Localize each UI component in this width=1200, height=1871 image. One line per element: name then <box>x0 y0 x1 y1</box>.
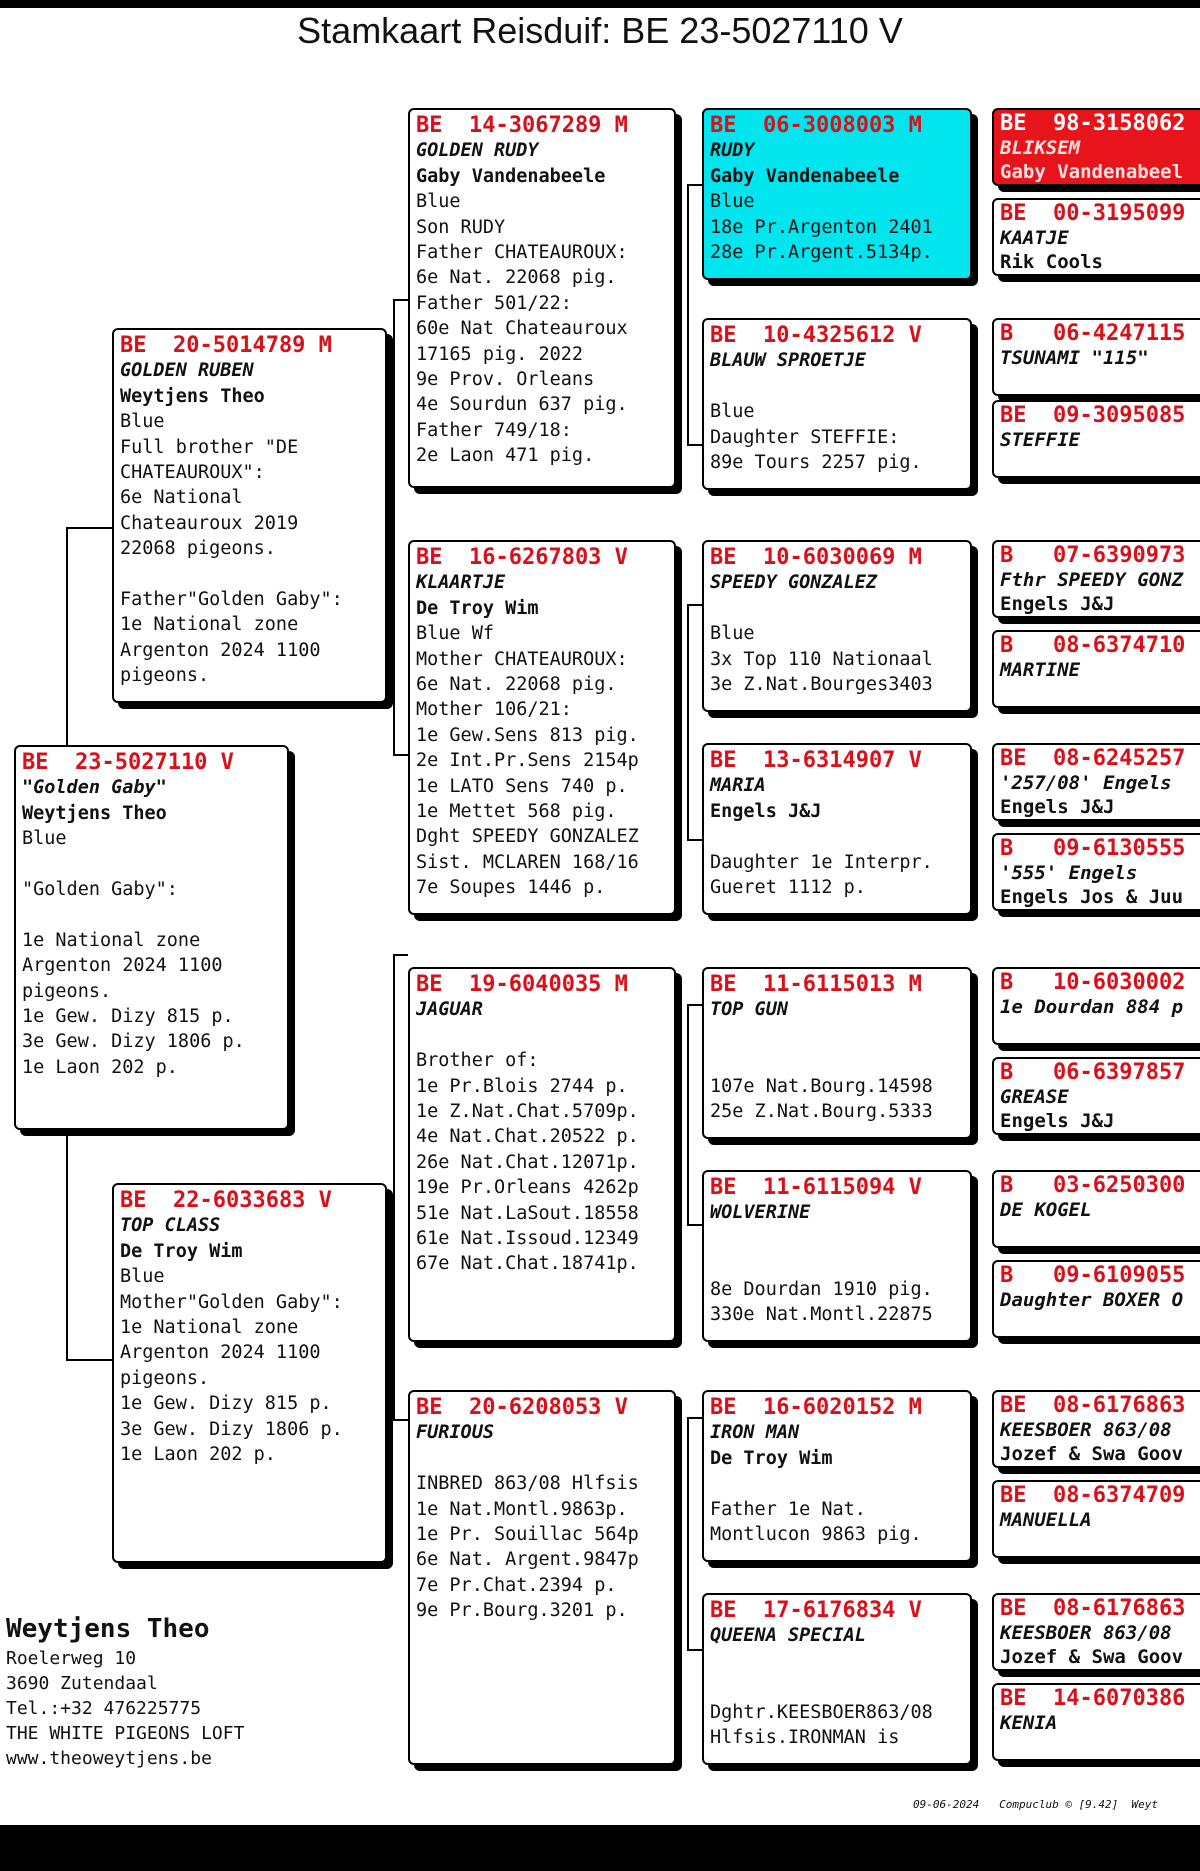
detail-line: Sist. MCLAREN 168/16 <box>416 851 639 873</box>
owner-name: Engels J&J <box>1000 1110 1115 1132</box>
ring-number: BE 10-4325612 V <box>710 323 922 348</box>
pigeon-card-ggg-3[interactable] <box>992 318 1200 396</box>
pigeon-name: FURIOUS <box>416 1422 494 1444</box>
pigeon-name: MARIA <box>710 775 766 797</box>
pigeon-card-ggg-16[interactable] <box>992 1683 1200 1761</box>
ring-number: BE 08-6245257 <box>1000 746 1186 771</box>
pigeon-details <box>710 374 964 476</box>
detail-line: 1e Nat.Montl.9863p. <box>416 1498 628 1520</box>
detail-line: Mother 106/21: <box>416 699 572 721</box>
pigeon-card-ggg-5[interactable] <box>992 540 1200 618</box>
detail-line: Chateauroux 2019 <box>120 512 299 534</box>
pigeon-details <box>710 824 964 900</box>
detail-line <box>416 1446 668 1471</box>
ring-number: BE 06-3008003 M <box>710 113 922 138</box>
detail-line: Argenton 2024 1100 <box>120 639 321 661</box>
ring-number: BE 20-5014789 M <box>120 333 332 358</box>
detail-line: 7e Soupes 1446 p. <box>416 877 606 899</box>
owner-name: Engels J&J <box>710 800 822 822</box>
ring-number: B 08-6374710 <box>1000 633 1186 658</box>
pigeon-card-fm[interactable] <box>408 540 676 915</box>
owner-name: Engels J&J <box>1000 593 1115 615</box>
detail-line: 1e Gew. Dizy 815 p. <box>120 1393 332 1415</box>
detail-line: 25e Z.Nat.Bourg.5333 <box>710 1101 933 1122</box>
pigeon-card-ggg-7[interactable] <box>992 743 1200 821</box>
pigeon-name: "Golden Gaby" <box>22 777 167 799</box>
pigeon-details <box>120 1264 379 1467</box>
pigeon-card-ggp-8[interactable] <box>702 1593 972 1765</box>
detail-line: 3x Top 110 Nationaal <box>710 648 933 670</box>
detail-line: 1e National zone <box>22 929 201 951</box>
ring-number: BE 16-6267803 V <box>416 545 628 570</box>
detail-line: 9e Pr.Bourg.3201 p. <box>416 1600 628 1622</box>
detail-line <box>710 1048 964 1073</box>
pigeon-name: '257/08' Engels <box>1000 772 1172 794</box>
detail-line: Argenton 2024 1100 <box>120 1342 321 1364</box>
ring-number: B 09-6109055 <box>1000 1263 1186 1288</box>
detail-line <box>710 596 964 621</box>
pigeon-card-mm[interactable] <box>408 1390 676 1765</box>
owner-name: Gaby Vandenabeel <box>1000 161 1184 183</box>
owner-name: Weytjens Theo <box>120 385 265 407</box>
detail-line: 89e Tours 2257 pig. <box>710 452 922 474</box>
pigeon-name: TSUNAMI "115" <box>1000 347 1149 369</box>
pigeon-card-ggp-1[interactable] <box>702 108 972 280</box>
pigeon-name: GREASE <box>1000 1086 1069 1108</box>
detail-line: Hlfsis.IRONMAN is <box>710 1727 900 1748</box>
detail-line: Brother of: <box>416 1050 539 1072</box>
ring-number: B 06-6397857 <box>1000 1060 1186 1085</box>
detail-line: INBRED 863/08 Hlfsis <box>416 1473 639 1495</box>
ring-number: BE 13-6314907 V <box>710 748 922 773</box>
owner-name: Gaby Vandenabeele <box>416 165 606 187</box>
pigeon-details <box>710 1226 964 1328</box>
pigeon-card-ggg-12[interactable] <box>992 1260 1200 1338</box>
pigeon-details <box>22 826 281 1080</box>
ring-number: B 07-6390973 <box>1000 543 1186 568</box>
pigeon-details <box>416 621 668 900</box>
detail-line: Mother CHATEAUROUX: <box>416 648 628 670</box>
detail-line: 1e National zone <box>120 614 299 636</box>
owner-name: Jozef & Swa Goov <box>1000 1443 1184 1465</box>
detail-line: 19e Pr.Orleans 4262p <box>416 1177 639 1199</box>
detail-line: 6e National <box>120 487 243 509</box>
pigeon-card-ggg-14[interactable] <box>992 1480 1200 1558</box>
detail-line <box>416 1023 668 1048</box>
pigeon-name: IRON MAN <box>710 1422 800 1444</box>
ring-number: BE 08-6176863 <box>1000 1596 1186 1621</box>
breeder-info <box>6 1612 244 1771</box>
pigeon-card-mother[interactable] <box>112 1183 387 1563</box>
detail-line <box>22 852 281 877</box>
detail-line: 6e Nat. 22068 pig. <box>416 674 617 696</box>
detail-line: Blue <box>710 623 755 645</box>
breeder-name: Weytjens Theo <box>6 1614 210 1644</box>
detail-line: Father 749/18: <box>416 419 572 441</box>
pigeon-name: JAGUAR <box>416 999 483 1021</box>
ring-number: B 09-6130555 <box>1000 836 1186 861</box>
detail-line <box>710 824 964 849</box>
ring-number: BE 11-6115094 V <box>710 1175 922 1200</box>
detail-line: 9e Prov. Orleans <box>416 369 595 391</box>
pigeon-name: Fthr SPEEDY GONZ <box>1000 569 1184 591</box>
owner-name: Engels Jos & Juu <box>1000 886 1184 908</box>
ring-number: BE 09-3095085 <box>1000 403 1186 428</box>
detail-line: CHATEAUROUX": <box>120 462 265 484</box>
detail-line: 67e Nat.Chat.18741p. <box>416 1253 639 1275</box>
detail-line: Son RUDY <box>416 216 506 238</box>
detail-line <box>22 902 281 927</box>
detail-line: Dght SPEEDY GONZALEZ <box>416 826 639 848</box>
detail-line: Dghtr.KEESBOER863/08 <box>710 1701 933 1723</box>
detail-line: Blue <box>120 411 165 433</box>
detail-line: 51e Nat.LaSout.18558 <box>416 1202 639 1224</box>
pigeon-name: KEESBOER 863/08 <box>1000 1419 1172 1441</box>
detail-line: Father 1e Nat. <box>710 1498 866 1520</box>
detail-line: 60e Nat Chateauroux <box>416 318 628 340</box>
detail-line: 17165 pig. 2022 <box>416 343 584 365</box>
detail-line: 6e Nat. Argent.9847p <box>416 1549 639 1571</box>
pigeon-card-subject[interactable] <box>14 745 289 1130</box>
pigeon-details <box>710 1023 964 1125</box>
ring-number: BE 17-6176834 V <box>710 1598 922 1623</box>
pigeon-card-ggg-4[interactable] <box>992 400 1200 478</box>
detail-line: 3e Z.Nat.Bourges3403 <box>710 674 933 696</box>
pigeon-name: '555' Engels <box>1000 862 1138 884</box>
detail-line: 1e National zone <box>120 1317 299 1339</box>
detail-line: 7e Pr.Chat.2394 p. <box>416 1574 617 1596</box>
pigeon-details <box>710 596 964 698</box>
pigeon-details <box>710 1471 964 1547</box>
footer-credit: 09-06-2024 Compuclub © [9.42] Weyt <box>913 1798 1159 1811</box>
ring-number: BE 08-6176863 <box>1000 1393 1186 1418</box>
detail-line: Full brother "DE <box>120 436 299 458</box>
breeder-address: Roelerweg 10 <box>6 1648 137 1669</box>
ring-number: BE 98-3158062 <box>1000 111 1186 136</box>
pigeon-card-ggg-2[interactable] <box>992 198 1200 276</box>
detail-line: 1e Mettet 568 pig. <box>416 801 617 823</box>
pigeon-card-ggg-13[interactable] <box>992 1390 1200 1468</box>
pigeon-name: TOP GUN <box>710 999 788 1021</box>
ring-number: BE 10-6030069 M <box>710 545 922 570</box>
pigeon-details <box>416 1446 668 1624</box>
detail-line: Blue Wf <box>416 623 494 645</box>
pigeon-card-ggp-2[interactable] <box>702 318 972 490</box>
pigeon-name: DE KOGEL <box>1000 1199 1092 1221</box>
detail-line: 2e Laon 471 pig. <box>416 445 595 467</box>
pigeon-card-ggg-9[interactable] <box>992 967 1200 1045</box>
pigeon-name: KLAARTJE <box>416 572 506 594</box>
pigeon-name: STEFFIE <box>1000 429 1081 451</box>
detail-line <box>710 374 964 399</box>
detail-line: "Golden Gaby": <box>22 879 178 901</box>
pigeon-name: Daughter BOXER O <box>1000 1289 1184 1311</box>
pigeon-name: BLIKSEM <box>1000 137 1081 159</box>
detail-line <box>710 1674 964 1699</box>
detail-line: Argenton 2024 1100 <box>22 955 223 977</box>
detail-line: 6e Nat. 22068 pig. <box>416 267 617 289</box>
pigeon-name: KEESBOER 863/08 <box>1000 1622 1172 1644</box>
detail-line: Blue <box>416 191 461 213</box>
detail-line: Father 501/22: <box>416 292 572 314</box>
detail-line: 1e Pr. Souillac 564p <box>416 1524 639 1546</box>
pigeon-card-ggg-1[interactable] <box>992 108 1200 186</box>
ring-number: BE 00-3195099 <box>1000 201 1186 226</box>
detail-line: Gueret 1112 p. <box>710 877 866 899</box>
detail-line: 22068 pigeons. <box>120 538 276 560</box>
ring-number: B 10-6030002 <box>1000 970 1186 995</box>
pigeon-card-ggp-5[interactable] <box>702 967 972 1139</box>
detail-line: 18e Pr.Argenton 2401 <box>710 216 933 238</box>
ring-number: BE 14-3067289 M <box>416 113 628 138</box>
pigeon-card-ggp-7[interactable] <box>702 1390 972 1562</box>
detail-line: 26e Nat.Chat.12071p. <box>416 1151 639 1173</box>
detail-line: pigeons. <box>22 980 112 1002</box>
detail-line <box>710 1471 964 1496</box>
owner-name: De Troy Wim <box>120 1240 243 1262</box>
detail-line: pigeons. <box>120 665 210 687</box>
ring-number: BE 11-6115013 M <box>710 972 922 997</box>
detail-line: Blue <box>710 191 755 213</box>
pigeon-name: WOLVERINE <box>710 1202 811 1224</box>
detail-line <box>710 1226 964 1251</box>
detail-line: 1e LATO Sens 740 p. <box>416 775 628 797</box>
detail-line: 330e Nat.Montl.22875 <box>710 1304 933 1325</box>
detail-line: 1e Gew. Dizy 815 p. <box>22 1006 234 1028</box>
owner-name: Jozef & Swa Goov <box>1000 1646 1184 1668</box>
ring-number: BE 16-6020152 M <box>710 1395 922 1420</box>
pigeon-name: QUEENA SPECIAL <box>710 1625 866 1647</box>
detail-line: pigeons. <box>120 1367 210 1389</box>
pigeon-card-ggp-4[interactable] <box>702 743 972 915</box>
bottom-bar <box>0 1825 1200 1871</box>
breeder-loft: THE WHITE PIGEONS LOFT <box>6 1723 245 1744</box>
detail-line: Father"Golden Gaby": <box>120 589 343 611</box>
pigeon-card-ggg-10[interactable] <box>992 1057 1200 1135</box>
pigeon-name: KENIA <box>1000 1712 1058 1734</box>
pigeon-details <box>416 189 668 468</box>
pigeon-name: RUDY <box>710 140 755 162</box>
pigeon-card-ggg-15[interactable] <box>992 1593 1200 1671</box>
pigeon-name: KAATJE <box>1000 227 1069 249</box>
pigeon-card-ggg-8[interactable] <box>992 833 1200 911</box>
detail-line: Daughter 1e Interpr. <box>710 851 933 873</box>
detail-line: 61e Nat.Issoud.12349 <box>416 1228 639 1250</box>
pigeon-details <box>710 189 964 265</box>
pigeon-name: MARTINE <box>1000 659 1081 681</box>
detail-line: Blue <box>710 401 755 423</box>
owner-name: Weytjens Theo <box>22 802 167 824</box>
detail-line <box>710 1251 964 1276</box>
owner-name: Rik Cools <box>1000 251 1103 273</box>
detail-line: 4e Nat.Chat.20522 p. <box>416 1126 639 1148</box>
detail-line: 1e Laon 202 p. <box>120 1444 276 1466</box>
detail-line: 2e Int.Pr.Sens 2154p <box>416 750 639 772</box>
ring-number: B 06-4247115 <box>1000 321 1186 346</box>
detail-line: Blue <box>22 828 67 850</box>
pigeon-card-ggp-6[interactable] <box>702 1170 972 1342</box>
pigeon-name: 1e Dourdan 884 p <box>1000 996 1184 1018</box>
pigeon-card-mf[interactable] <box>408 967 676 1342</box>
pigeon-name: GOLDEN RUDY <box>416 140 539 162</box>
breeder-website[interactable]: www.theoweytjens.be <box>6 1748 212 1769</box>
detail-line: Montlucon 9863 pig. <box>710 1524 922 1546</box>
pigeon-card-father[interactable] <box>112 328 387 703</box>
pigeon-card-ggg-6[interactable] <box>992 630 1200 708</box>
detail-line <box>120 562 379 587</box>
detail-line <box>710 1649 964 1674</box>
owner-name: De Troy Wim <box>710 1447 833 1469</box>
pigeon-name: GOLDEN RUBEN <box>120 360 254 382</box>
ring-number: BE 20-6208053 V <box>416 1395 628 1420</box>
detail-line: 1e Z.Nat.Chat.5709p. <box>416 1101 639 1123</box>
detail-line: Mother"Golden Gaby": <box>120 1291 343 1313</box>
ring-number: BE 14-6070386 <box>1000 1686 1186 1711</box>
pigeon-details <box>710 1649 964 1751</box>
detail-line: 1e Gew.Sens 813 pig. <box>416 724 639 746</box>
pigeon-card-ff[interactable] <box>408 108 676 488</box>
ring-number: BE 23-5027110 V <box>22 750 234 775</box>
detail-line: 3e Gew. Dizy 1806 p. <box>22 1031 245 1053</box>
detail-line <box>710 1023 964 1048</box>
pigeon-details <box>120 409 379 688</box>
ring-number: BE 08-6374709 <box>1000 1483 1186 1508</box>
owner-name: De Troy Wim <box>416 597 539 619</box>
detail-line: Blue <box>120 1266 165 1288</box>
pigeon-card-ggp-3[interactable] <box>702 540 972 712</box>
breeder-phone: Tel.:+32 476225775 <box>6 1698 202 1719</box>
detail-line: Daughter STEFFIE: <box>710 426 900 448</box>
ring-number: BE 22-6033683 V <box>120 1188 332 1213</box>
pigeon-name: TOP CLASS <box>120 1215 221 1237</box>
breeder-city: 3690 Zutendaal <box>6 1673 158 1694</box>
detail-line: 107e Nat.Bourg.14598 <box>710 1075 933 1097</box>
detail-line: 28e Pr.Argent.5134p. <box>710 242 933 264</box>
owner-name: Gaby Vandenabeele <box>710 165 900 187</box>
detail-line: 1e Laon 202 p. <box>22 1056 178 1078</box>
detail-line: Father CHATEAUROUX: <box>416 242 628 264</box>
owner-name: Engels J&J <box>1000 796 1115 818</box>
ring-number: B 03-6250300 <box>1000 1173 1186 1198</box>
detail-line: 1e Pr.Blois 2744 p. <box>416 1075 628 1097</box>
pigeon-card-ggg-11[interactable] <box>992 1170 1200 1248</box>
detail-line: 4e Sourdun 637 pig. <box>416 394 628 416</box>
detail-line: 8e Dourdan 1910 pig. <box>710 1278 933 1300</box>
ring-number: BE 19-6040035 M <box>416 972 628 997</box>
pigeon-details <box>416 1023 668 1277</box>
pigeon-name: SPEEDY GONZALEZ <box>710 572 878 594</box>
pigeon-name: BLAUW SPROETJE <box>710 350 866 372</box>
detail-line: 3e Gew. Dizy 1806 p. <box>120 1418 343 1440</box>
pigeon-name: MANUELLA <box>1000 1509 1092 1531</box>
page-title: Stamkaart Reisduif: BE 23-5027110 V <box>297 10 903 51</box>
